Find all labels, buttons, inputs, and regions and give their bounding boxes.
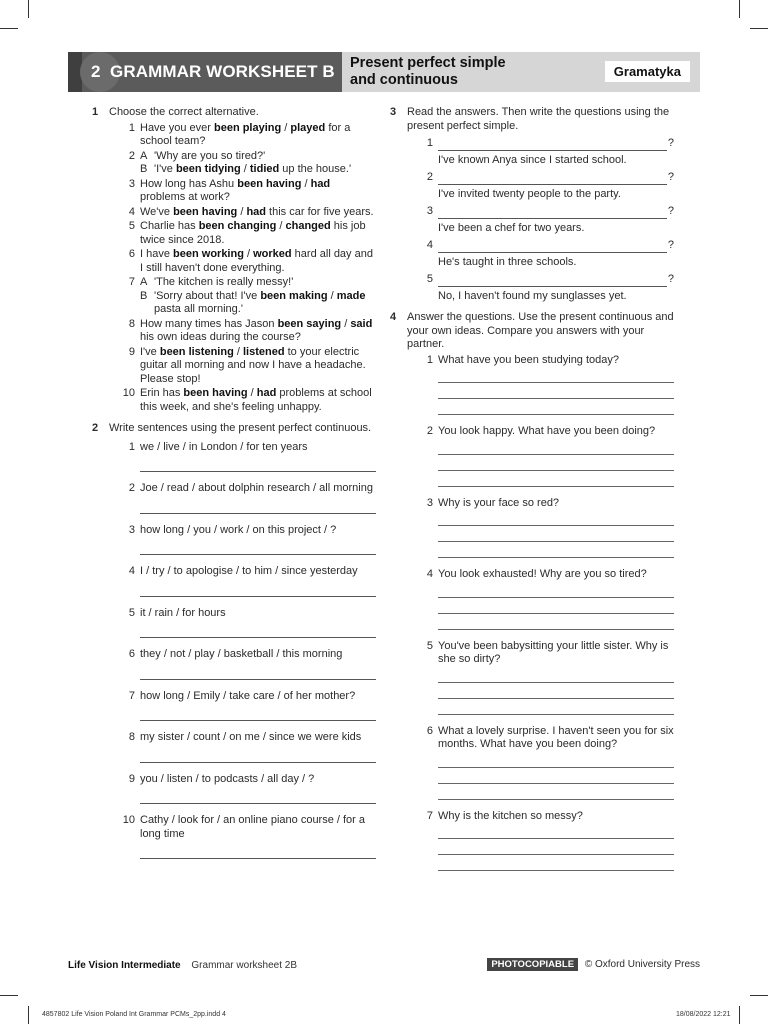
dialogue-line [140, 150, 376, 164]
item-number: 1 [426, 353, 433, 366]
item-sentence [140, 248, 373, 274]
exercise-item [407, 137, 674, 167]
prompt-words: how long / you / work / on this project / ? [140, 523, 337, 536]
sentence-text: Charlie has [140, 220, 199, 232]
crop-mark [28, 1006, 29, 1024]
answer-option[interactable]: been making [260, 289, 328, 302]
sentence-text: / [247, 387, 257, 399]
worksheet-title: GRAMMAR WORKSHEET B [110, 62, 335, 81]
exercise-item [407, 205, 674, 235]
answer-option[interactable]: been working [173, 248, 244, 260]
sentence-text: / [243, 248, 254, 260]
dialogue-line [140, 163, 376, 177]
item-number: 5 [128, 606, 135, 619]
answer-option[interactable]: played [290, 121, 326, 134]
given-answer: No, I haven't found my sunglasses yet. [438, 289, 627, 302]
item-number: 2 [128, 482, 135, 494]
question-mark: ? [667, 171, 674, 183]
sentence-text: his job twice since 2018. [140, 220, 366, 246]
crop-mark [750, 28, 768, 29]
exercise-item [109, 648, 376, 680]
writing-line[interactable] [438, 823, 674, 839]
sentence-text: / [233, 345, 243, 358]
sentence-text: / [240, 163, 250, 175]
exercise-instruction: Answer the questions. Use the present continuous and your own ideas. Compare you answers with your partner. [407, 311, 674, 350]
answer-line[interactable] [140, 841, 376, 859]
writing-line[interactable] [438, 683, 674, 699]
answer-option[interactable]: been saying [277, 317, 342, 330]
writing-line[interactable] [438, 367, 674, 383]
speaker-label: B [140, 289, 148, 302]
sentence-text: Erin has [140, 387, 184, 399]
exercise-item [109, 731, 376, 763]
answer-option[interactable]: said [350, 317, 373, 330]
question-mark: ? [667, 273, 674, 285]
writing-line[interactable] [438, 383, 674, 399]
answer-option[interactable]: been having [183, 387, 248, 399]
dialogue-line [140, 290, 376, 317]
header-title-block [68, 52, 342, 92]
page-footer [68, 960, 700, 971]
exercise-number: 4 [390, 311, 397, 323]
answer-option[interactable]: been having [173, 205, 238, 218]
writing-line[interactable] [438, 526, 674, 542]
sentence-text: We've [140, 205, 174, 218]
dialogue-text [140, 163, 376, 177]
sentence-text: 'Sorry about that! I've [154, 289, 261, 302]
sentence-text: for a school team? [140, 121, 351, 147]
exercise-3-items [407, 137, 674, 303]
exercise-item [109, 607, 376, 639]
question-text: What have you been studying today? [438, 353, 620, 366]
sentence-text: I've [140, 345, 160, 358]
sentence-text: Have you ever [140, 121, 214, 134]
question-line [438, 171, 674, 185]
item-number: 6 [128, 648, 135, 660]
prompt-words: I / try / to apologise / to him / since yesterday [140, 565, 358, 577]
item-number: 4 [128, 205, 135, 218]
topic-line-2: and continuous [350, 72, 458, 88]
given-answer: I've invited twenty people to the party. [438, 187, 621, 200]
answer-option[interactable]: had [310, 177, 331, 190]
right-column [390, 106, 674, 881]
answer-option[interactable]: been having [237, 177, 302, 190]
item-number: 2 [128, 149, 135, 162]
writing-line[interactable] [438, 614, 674, 630]
question-text: You look happy. What have you been doing? [438, 425, 656, 437]
item-number: 10 [122, 814, 135, 826]
sentence-text: hard all day and I still haven't done everything. [140, 248, 373, 274]
exercise-item [407, 725, 674, 800]
item-number: 6 [128, 248, 135, 260]
question-text: Why is the kitchen so messy? [438, 809, 583, 822]
writing-line[interactable] [438, 667, 674, 683]
exercise-3 [390, 106, 674, 303]
answer-option[interactable]: been changing [198, 220, 277, 232]
dialogue-text [140, 150, 376, 164]
item-number: 10 [122, 387, 135, 399]
exercise-item [407, 354, 674, 416]
exercise-item [109, 387, 376, 414]
item-sentence [140, 318, 372, 344]
copyright-notice: © Oxford University Press [584, 959, 700, 970]
item-number: 3 [426, 205, 433, 217]
exercise-item [407, 810, 674, 872]
item-number: 4 [426, 568, 433, 580]
question-line [438, 239, 674, 253]
exercise-4-items [407, 354, 674, 872]
answer-option[interactable]: listened [242, 345, 285, 358]
crop-mark [750, 995, 768, 996]
exercise-item [109, 441, 376, 473]
crop-mark [0, 995, 18, 996]
left-column [92, 106, 376, 869]
answer-line[interactable] [140, 745, 376, 763]
answer-line[interactable] [140, 454, 376, 472]
item-number: 4 [128, 565, 135, 577]
exercise-item [109, 206, 376, 220]
crop-mark [28, 0, 29, 18]
question-text: Why is your face so red? [438, 496, 560, 509]
dialogue-text [140, 290, 376, 317]
item-number: 7 [128, 276, 135, 288]
writing-line[interactable] [438, 582, 674, 598]
writing-line[interactable] [438, 439, 674, 455]
crop-mark [739, 0, 740, 18]
exercise-instruction: Write sentences using the present perfect continuous. [109, 422, 372, 434]
exercise-2 [92, 422, 376, 859]
item-sentence [140, 346, 366, 385]
sentence-text: his own ideas during the course? [140, 331, 301, 343]
item-sentence [140, 206, 374, 218]
exercise-number: 2 [92, 422, 99, 434]
item-number: 3 [128, 523, 135, 536]
item-number: 8 [128, 317, 135, 330]
crop-mark [0, 28, 18, 29]
worksheet-header [68, 52, 700, 92]
exercise-2-items [109, 441, 376, 860]
sentence-text: 'The kitchen is really messy!' [154, 276, 294, 288]
answer-line[interactable] [140, 703, 376, 721]
sentence-text: / [301, 177, 311, 190]
writing-line[interactable] [438, 471, 674, 487]
prompt-words: it / rain / for hours [140, 606, 226, 619]
prompt-words: they / not / play / basketball / this morning [140, 648, 343, 660]
item-number: 9 [128, 345, 135, 358]
exercise-item [109, 773, 376, 805]
item-number: 2 [426, 171, 433, 183]
question-line [438, 205, 674, 219]
answer-option[interactable]: been tidying [175, 163, 241, 175]
writing-line[interactable] [438, 455, 674, 471]
exercise-number: 1 [92, 106, 99, 118]
writing-line[interactable] [438, 510, 674, 526]
answer-line[interactable] [140, 620, 376, 638]
sentence-text: this car for five years. [266, 205, 374, 218]
answer-line[interactable] [140, 786, 376, 804]
writing-line[interactable] [438, 768, 674, 784]
writing-line[interactable] [438, 542, 674, 558]
answer-line[interactable] [140, 662, 376, 680]
topic-line-1: Present perfect simple [350, 55, 506, 71]
answer-option[interactable]: changed [285, 220, 331, 232]
sentence-text: / [276, 220, 286, 232]
prompt-words: how long / Emily / take care / of her mother? [140, 689, 356, 702]
speaker-label: A [140, 276, 148, 288]
question-line [438, 137, 674, 151]
question-answer-line[interactable] [438, 172, 667, 185]
exercise-item [407, 425, 674, 487]
item-number: 4 [426, 239, 433, 251]
item-number: 3 [426, 496, 433, 509]
exercise-item [407, 171, 674, 201]
print-slug-file: 4857802 Life Vision Poland Int Grammar PCMs_2pp.indd 4 [42, 1011, 226, 1018]
answer-option[interactable]: tidied [249, 163, 280, 175]
question-mark: ? [667, 137, 674, 149]
exercise-item [109, 122, 376, 149]
prompt-words: Joe / read / about dolphin research / all morning [140, 482, 373, 494]
answer-line[interactable] [140, 537, 376, 555]
prompt-words: Cathy / look for / an online piano course / for a long time [140, 814, 366, 840]
item-number: 1 [128, 440, 135, 453]
item-number: 5 [426, 639, 433, 652]
item-number: 6 [426, 724, 433, 737]
answer-option[interactable]: made [336, 289, 366, 302]
exercise-instruction: Read the answers. Then write the questions using the present perfect simple. [407, 106, 670, 132]
writing-line[interactable] [438, 855, 674, 871]
exercise-number: 3 [390, 106, 397, 118]
sentence-text: I have [140, 248, 174, 260]
exercise-item [109, 346, 376, 387]
dialogue-line [140, 276, 376, 290]
writing-line[interactable] [438, 752, 674, 768]
given-answer: He's taught in three schools. [438, 255, 577, 268]
item-number: 7 [426, 809, 433, 822]
prompt-words: my sister / count / on me / since we were kids [140, 731, 362, 743]
worksheet-label: Grammar worksheet 2B [191, 960, 297, 971]
item-number: 8 [128, 731, 135, 743]
crop-mark [739, 1006, 740, 1024]
question-text: You've been babysitting your little sister. Why is she so dirty? [438, 639, 669, 665]
exercise-item [109, 248, 376, 275]
given-answer: I've been a chef for two years. [438, 221, 585, 234]
prompt-words: you / listen / to podcasts / all day / ? [140, 772, 315, 785]
question-mark: ? [667, 205, 674, 217]
speaker-label: B [140, 163, 148, 175]
question-answer-line[interactable] [438, 274, 667, 287]
exercise-item [109, 524, 376, 556]
exercise-item [109, 482, 376, 514]
exercise-1-items [109, 122, 376, 415]
sentence-text: / [281, 121, 291, 134]
sentence-text: How long has Ashu [140, 177, 238, 190]
answer-line[interactable] [140, 496, 376, 514]
item-number: 5 [426, 273, 433, 285]
answer-option[interactable]: been playing [213, 121, 282, 134]
item-number: 5 [128, 220, 135, 232]
book-title: Life Vision Intermediate [68, 960, 181, 971]
print-slug-date: 18/08/2022 12:21 [676, 1011, 731, 1018]
item-sentence [140, 122, 350, 148]
item-sentence [140, 178, 330, 204]
question-mark: ? [667, 239, 674, 251]
question-answer-line[interactable] [438, 206, 667, 219]
prompt-words: we / live / in London / for ten years [140, 440, 308, 453]
item-sentence [140, 220, 366, 246]
writing-line[interactable] [438, 399, 674, 415]
exercise-item [109, 814, 376, 859]
exercise-1 [92, 106, 376, 414]
photocopiable-badge: PHOTOCOPIABLE [487, 958, 578, 971]
exercise-4 [390, 311, 674, 871]
speaker-label: A [140, 149, 148, 162]
sentence-text: How many times has Jason [140, 317, 278, 330]
question-answer-line[interactable] [438, 240, 667, 253]
answer-option[interactable]: had [256, 387, 277, 399]
question-text: What a lovely surprise. I haven't seen you for six months. What have you been doing? [438, 724, 674, 750]
category-badge: Gramatyka [605, 61, 690, 82]
item-number: 2 [426, 425, 433, 437]
sentence-text: pasta all morning.' [154, 303, 243, 315]
dialogue-text [140, 276, 376, 290]
item-number: 3 [128, 177, 135, 190]
answer-line[interactable] [140, 579, 376, 597]
given-answer: I've known Anya since I started school. [438, 153, 627, 166]
answer-option[interactable]: been listening [159, 345, 234, 358]
exercise-item [407, 497, 674, 559]
answer-option[interactable]: worked [253, 248, 292, 260]
exercise-item [407, 273, 674, 303]
sentence-text: / [341, 317, 351, 330]
question-answer-line[interactable] [438, 138, 667, 151]
exercise-item [407, 239, 674, 269]
question-line [438, 273, 674, 287]
sentence-text: up the house.' [279, 163, 352, 175]
sentence-text: 'Why are you so tired?' [154, 149, 266, 162]
exercise-item [109, 220, 376, 247]
writing-line[interactable] [438, 839, 674, 855]
question-text: You look exhausted! Why are you so tired? [438, 568, 647, 580]
sentence-text: problems at school this week, and she's feeling unhappy. [140, 387, 372, 413]
exercise-item [109, 178, 376, 205]
exercise-item [109, 276, 376, 317]
sentence-text: / [237, 205, 247, 218]
exercise-item [109, 565, 376, 597]
sentence-text: / [327, 289, 337, 302]
item-number: 7 [128, 689, 135, 702]
exercise-item [109, 318, 376, 345]
item-number: 1 [128, 121, 135, 134]
sentence-text: problems at work? [140, 191, 230, 203]
exercise-item [407, 568, 674, 630]
footer-rights [487, 959, 700, 970]
unit-number: 2 [91, 62, 101, 81]
sentence-text: 'I've [154, 163, 176, 175]
worksheet-topic [350, 55, 506, 89]
writing-line[interactable] [438, 598, 674, 614]
exercise-item [407, 640, 674, 715]
answer-option[interactable]: had [246, 205, 266, 218]
exercise-item [109, 150, 376, 177]
writing-line[interactable] [438, 784, 674, 800]
item-sentence [140, 387, 372, 413]
exercise-item [109, 690, 376, 722]
item-number: 1 [426, 137, 433, 149]
sentence-text: to your electric guitar all morning and now I have a headache. Please stop! [140, 345, 366, 385]
exercise-instruction: Choose the correct alternative. [109, 106, 259, 118]
writing-line[interactable] [438, 699, 674, 715]
item-number: 9 [128, 772, 135, 785]
